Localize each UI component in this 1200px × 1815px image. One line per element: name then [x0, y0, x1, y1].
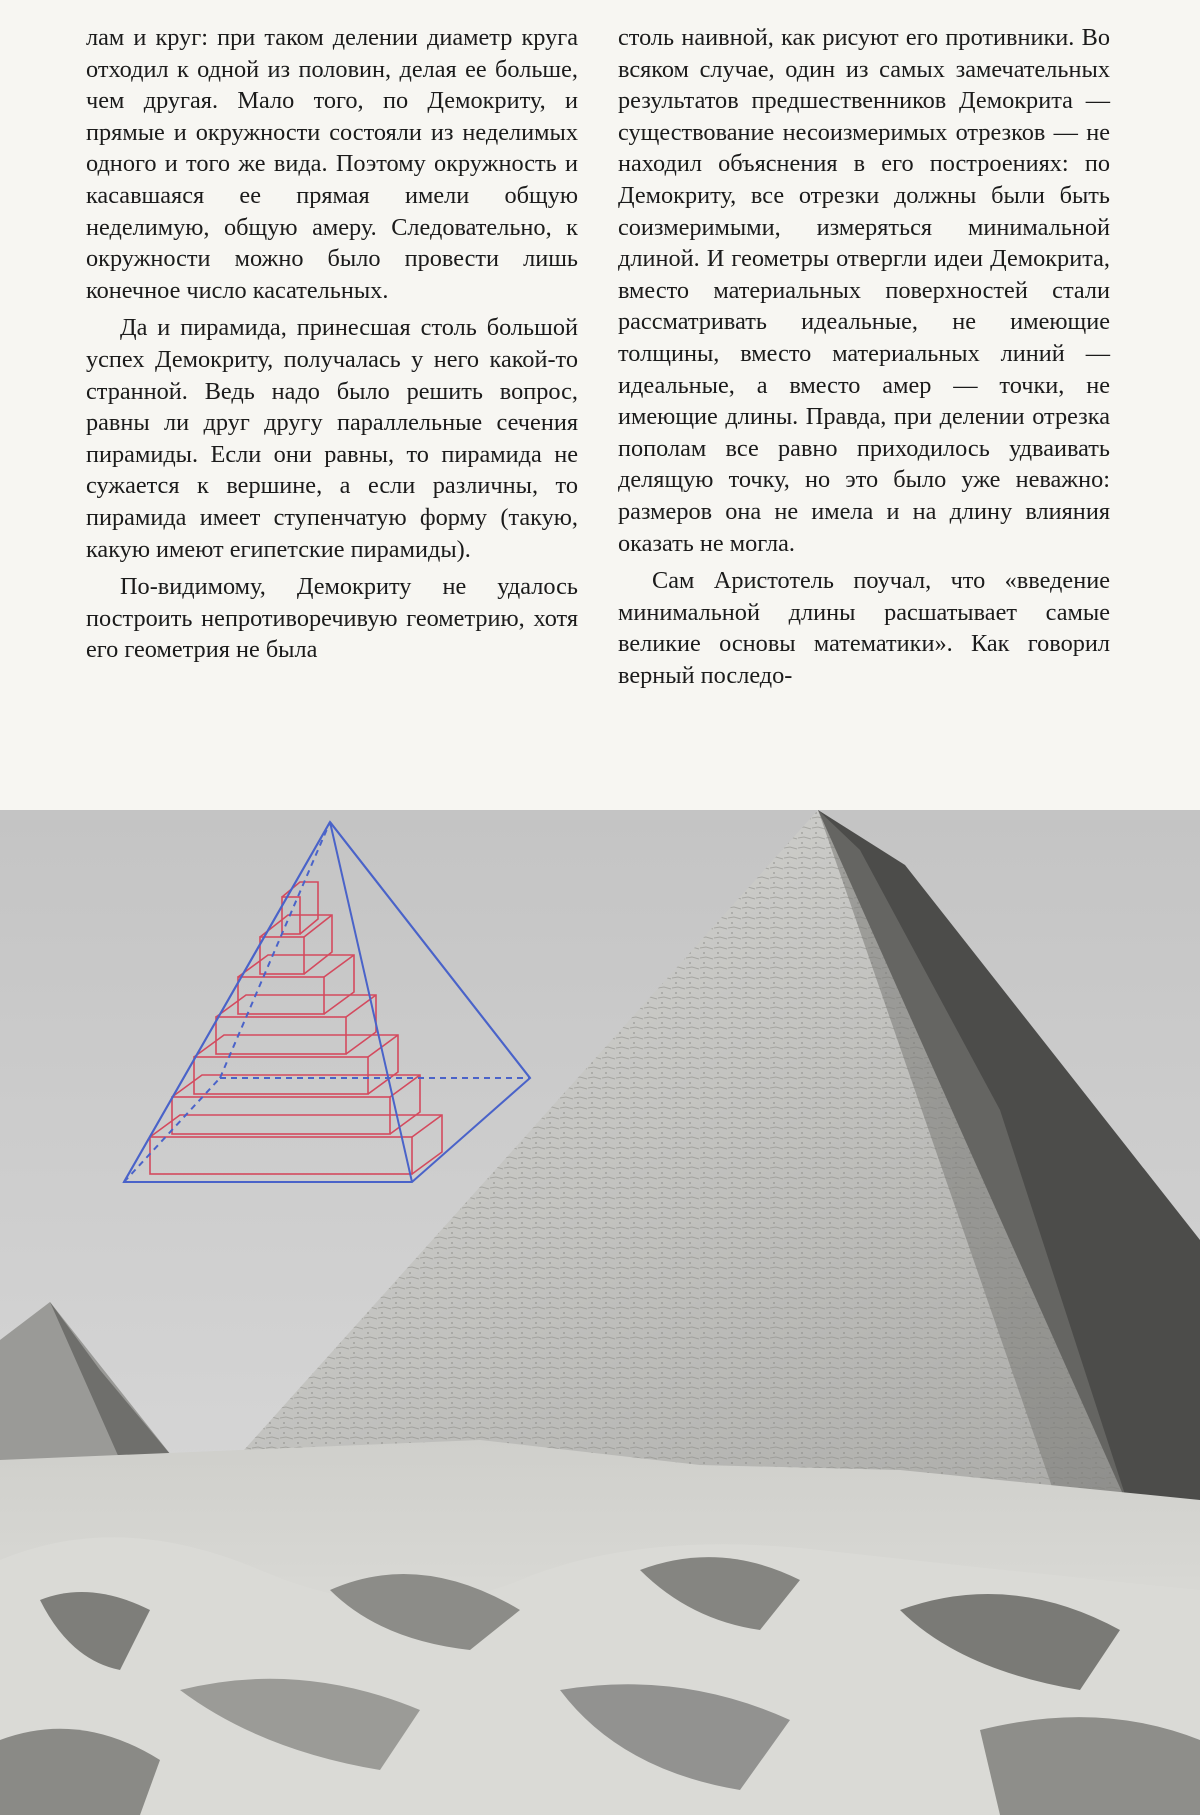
- pyramid-photo: [0, 810, 1200, 1815]
- right-paragraph-2: Сам Аристотель поучал, что «введение минимальной длины расшатывает самые великие основы математики». Как говорил верный последо-: [618, 567, 1110, 689]
- left-paragraph-2: Да и пирамида, принесшая столь большой успех Демокриту, получалась у него какой-то странной. Ведь надо было решить вопрос, равны ли друг другу параллельные сечения пирамиды. Если они равны, то пирамида не сужается к вершине, а если различны, то пирамида имеет ступенчатую форму (такую, какую имеют египетские пирамиды).: [86, 314, 578, 563]
- article-text: [0, 0, 1200, 790]
- left-paragraph-1: лам и круг: при таком делении диаметр круга отходил к одной из половин, делая ее больше, чем другая. Мало того, по Демокриту, и прямые и окружности состояли из неделимых одного и того же вида. Поэтому окружность и касавшаяся ее прямая имели общую неделимую, общую амеру. Следовательно, к окружности можно было провести лишь конечное число касательных.: [86, 24, 578, 304]
- pyramid-photo-figure: [0, 810, 1200, 1815]
- left-paragraph-3: По-видимому, Демокриту не удалось построить непротиворечивую геометрию, хотя его геометрия не была: [86, 573, 578, 664]
- left-column: [86, 22, 578, 666]
- right-paragraph-1: столь наивной, как рисуют его противники. Во всяком случае, один из самых замечательных результатов предшественников Демокрита — существование несоизмеримых отрезков — не находил объяснения в его построениях: по Демокриту, все отрезки должны были быть соизмеримыми, измеряться минимальной длиной. И геометры отвергли идеи Демокрита, вместо материальных поверхностей стали рассматривать идеальные, не имеющие толщины, вместо материальных линий — идеальные, а вместо амер — точки, не имеющие длины. Правда, при делении отрезка пополам все равно приходилось удваивать делящую точку, но это было уже неважно: размеров она не имела и на длину влияния оказать не могла.: [618, 24, 1110, 557]
- right-column: [618, 22, 1110, 691]
- rocky-ground: [0, 1440, 1200, 1815]
